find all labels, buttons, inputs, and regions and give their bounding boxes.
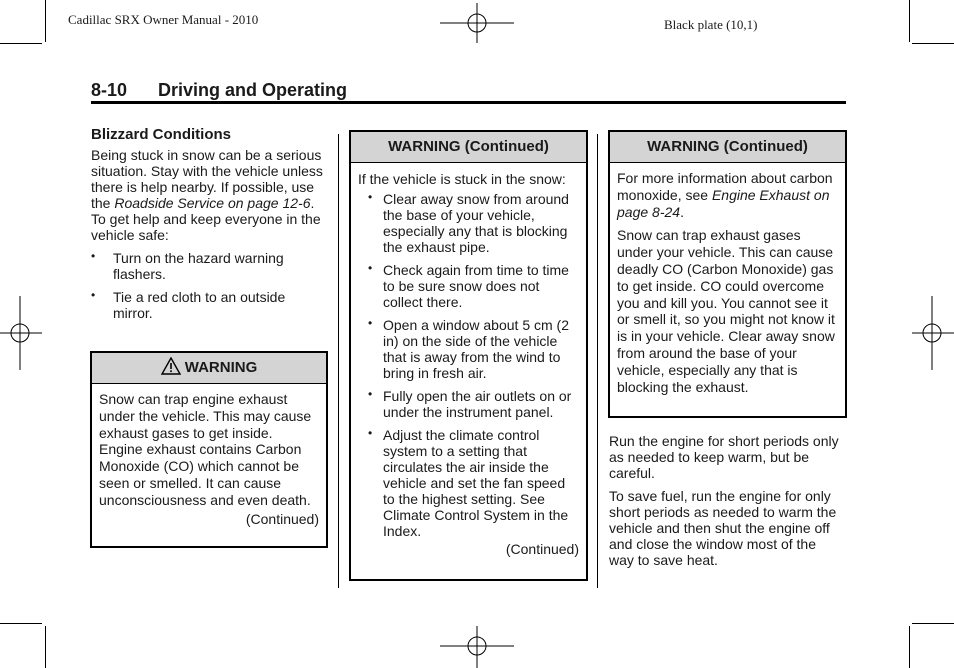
list-item: • Tie a red cloth to an outside mirror.	[91, 289, 327, 321]
intro-paragraph: Being stuck in snow can be a serious situation. Stay with the vehicle unless there is help nearby. If possible, use the Roadside Service on page 12-6. To get help and keep everyone in the vehicle safe:	[91, 147, 323, 243]
column-divider	[597, 134, 598, 588]
crop-mark	[45, 0, 46, 42]
registration-mark-icon	[0, 296, 42, 370]
warning-header: WARNING (Continued)	[351, 132, 586, 163]
subsection-heading: Blizzard Conditions	[91, 126, 231, 143]
column-3-text	[609, 433, 844, 575]
crop-mark	[909, 0, 910, 42]
crop-mark	[45, 626, 46, 668]
plate-label: Black plate (10,1)	[664, 17, 758, 32]
continued-label: (Continued)	[505, 541, 579, 557]
crop-mark	[912, 623, 954, 624]
warning-text: Snow can trap engine exhaust under the vehicle. This may cause exhaust gases to get inside. Engine exhaust contains Carbon Monoxide (CO) which cannot be seen or smelled. It can cause unconsciousness and even death.	[99, 391, 312, 508]
continued-label: (Continued)	[245, 510, 319, 527]
safety-list	[91, 250, 327, 321]
warning-body	[351, 163, 586, 563]
warning-box	[90, 351, 328, 548]
warning-box-continued	[608, 130, 847, 418]
crop-mark	[0, 43, 42, 44]
section-title: Driving and Operating	[158, 80, 348, 100]
crop-mark	[909, 626, 910, 668]
crop-mark	[0, 623, 42, 624]
list-item: • Clear away snow from around the base of your vehicle, especially any that is blocking the exhaust pipe.	[358, 191, 579, 255]
body-paragraph: To save fuel, run the engine for only short periods as needed to warm the vehicle and then shut the engine off and close the window most of the way to save heat.	[609, 488, 837, 568]
registration-mark-icon	[912, 296, 954, 370]
warning-paragraph: Snow can trap exhaust gases under your vehicle. This can cause deadly CO (Carbon Monoxide) gas to get inside. CO could overcome you and kill you. You cannot see it or smell it, so you might not know it is in your vehicle. Clear away snow from around the base of your vehicle, especially any that is blocking the exhaust.	[617, 227, 835, 395]
warning-header: WARNING (Continued)	[610, 132, 845, 163]
crop-mark	[912, 43, 954, 44]
section-heading	[91, 80, 347, 101]
warning-title: WARNING	[184, 359, 258, 376]
list-item: • Turn on the hazard warning flashers.	[91, 250, 327, 282]
list-item: • Fully open the air outlets on or under the instrument panel.	[358, 388, 579, 420]
cross-reference-link[interactable]: Roadside Service on page 12-6	[114, 195, 311, 211]
page-number: 8-10	[91, 80, 128, 100]
heading-rule	[91, 101, 846, 104]
warning-intro: If the vehicle is stuck in the snow:	[358, 171, 566, 187]
list-item: • Open a window about 5 cm (2 in) on the side of the vehicle that is away from the wind to bring in fresh air.	[358, 317, 579, 381]
column-divider	[338, 134, 339, 588]
warning-header	[92, 353, 326, 384]
warning-body	[92, 384, 326, 533]
warning-box-continued	[349, 130, 588, 581]
registration-mark-icon	[440, 626, 514, 668]
cross-reference-link[interactable]: Engine Exhaust on page 8-24	[617, 186, 830, 220]
list-item: • Adjust the climate control system to a setting that circulates the air inside the vehicle and set the fan speed to the highest setting. See Climate Control System in the Index.	[358, 427, 579, 539]
list-item: • Check again from time to time to be sure snow does not collect there.	[358, 262, 579, 310]
manual-title: Cadillac SRX Owner Manual - 2010	[68, 12, 259, 27]
warning-triangle-icon	[161, 357, 181, 375]
warning-body	[610, 163, 845, 408]
warning-list	[358, 191, 579, 539]
column-1	[91, 127, 327, 328]
registration-mark-icon	[440, 3, 514, 43]
warning-paragraph: For more information about carbon monoxide, see Engine Exhaust on page 8-24.	[617, 170, 833, 220]
body-paragraph: Run the engine for short periods only as needed to keep warm, but be careful.	[609, 433, 839, 481]
